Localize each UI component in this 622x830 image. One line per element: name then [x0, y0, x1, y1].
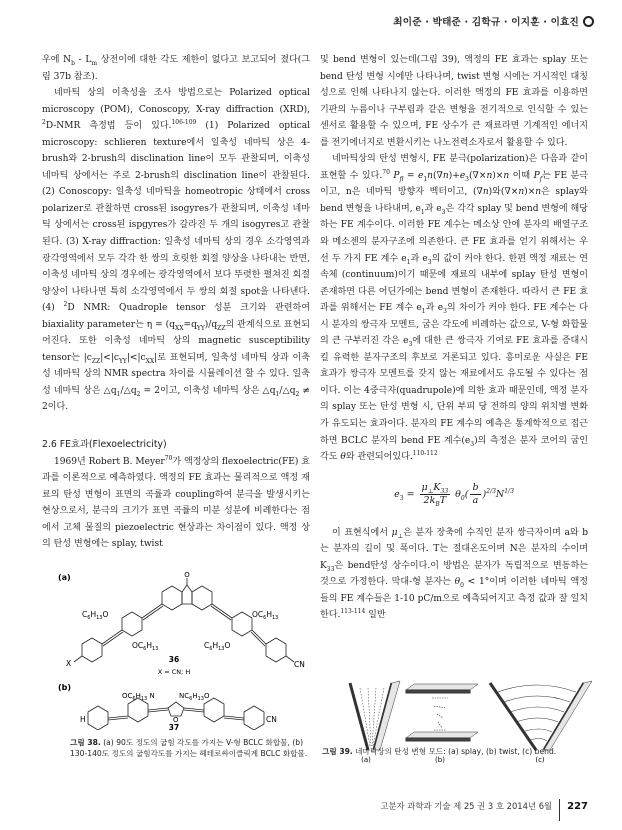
compound-number: 36 [168, 655, 180, 664]
right-column [320, 52, 588, 624]
section-heading: 2.6 FE효과(Flexoelectricity) [42, 439, 167, 451]
figure-39-caption [322, 746, 607, 757]
compound-note: X = CN; H [157, 668, 191, 676]
running-header [393, 14, 594, 28]
caption-text: 네마틱상의 탄성 변형 모드: (a) splay, (b) twist, (c) bend. [352, 747, 557, 756]
alkoxy-group: $C_6H_{13}O$ [204, 641, 231, 652]
panel-b-label: (b) [58, 683, 72, 692]
paragraph: 이 표현식에서 $\mu_\perp$은 분자 장축에 수직인 분자 쌍극자이며 a와 b는 분자의 길이 및 폭이다. T는 절대온도이며 N은 분자의 수이며 $K_{33}$은 bend탄성 상수이다.이 방법은 분자가 독립적으로 변동하는 것으로 가정한다. 막대-형 분자는 $\theta_0 < 1^\circ$이며 이러한 네마틱 액정들의 FE 계수들은 1-10 pC/m으로 예측되어지고 측정 값과 잘 일치 한다.$^{113-114}$ 일반 [320, 527, 588, 621]
substituent-cn: CN [294, 660, 305, 669]
substituent-cn: CN [266, 715, 277, 724]
footer-divider [559, 799, 560, 821]
substituent-x: X [66, 659, 72, 668]
atom-o: O [184, 571, 190, 579]
panel-label: (b) [435, 756, 445, 764]
page-number: 227 [567, 800, 588, 812]
figure-38-caption [70, 737, 320, 759]
alkoxy-group: $OC_6H_{13}$ [132, 641, 159, 652]
bend-diagram [490, 681, 592, 750]
substituent-h: H [80, 715, 86, 724]
author-list: 최이준 · 박태준 · 김학규 · 이지훈 · 이효진 [393, 17, 579, 28]
page-footer [380, 795, 588, 817]
alkoxy-group: $OC_6H_{13}$ [252, 610, 279, 621]
paragraph: 우에 $N_b - L_m$ 상전이에 대한 각도 제한이 없다고 보고되어 졌다(그림 37b 참조). [42, 55, 310, 82]
caption-text: (a) 90도 정도의 굽힘 각도를 가지는 V-형 BCLC 화합물, (b) 130-140도 정도의 굽힘각도를 가지는 헤테로싸이클릭계 BCLC 화합물. [70, 738, 308, 758]
alkoxy-group: $OC_6H_{13}$ N [122, 692, 155, 702]
panel-label: (c) [535, 756, 545, 764]
alkoxy-group: $C_6H_{13}O$ [82, 610, 109, 621]
journal-info: 고분자 과학과 기술 제 25 권 3 호 2014년 6월 [380, 801, 553, 811]
paragraph: 및 bend 변형이 있는데(그림 39), 액정의 FE 효과는 splay 또는 bend 탄성 변형 시에만 나타나며, twist 변형 시에는 거시적인 대칭성으로 인해 나타나지 않는다. 이러한 액정의 FE 효과를 이용하면 기판의 누름이나 구부림과 같은 변형을 전기적으로 인식할 수 있는 센서로 활용할 수 있으며, FE 상수가 큰 재료라면 기계적인 에너지를 전기에너지로 변환시키는 나노전력소자로서 활용할 수 있다. [320, 55, 588, 148]
caption-label: 그림 38. [70, 738, 101, 747]
atom-o: O [173, 716, 179, 724]
paragraph: 1969년 Robert B. Meyer$^{70}$가 액정상의 flexoelectric(FE) 효과를 이론적으로 예측하였다. 액정의 FE 효과는 물리적으로 액정 재료의 탄성 변형이 표면의 곡률과 coupling하여 분극을 발생시키는 현상으로서, 분극의 크기가 표면 곡률의 미분 성분에 비례한다는 점에서 고체 물질의 piezoelectric 현상과는 차이점이 있다. 액정 상의 탄성 변형에는 splay, twist [42, 454, 311, 550]
paragraph: 네마틱 상의 이축성을 조사 방법으로는 Polarized optical microscopy (POM), Conoscopy, X-ray diffraction (XRD), $^2$D-NMR 측정법 등이 있다.$^{106-109}$ (1) Polarized optical microscopy: schlieren texture에서 일축성 네마틱 상은 4-brush와 2-brush의 disclination line이 모두 관찰되며, 이축성 네마틱 상에서는 주로 2-brush의 disclination line이 관찰된다. (2) Conoscopy: 일축성 네마틱을 homeotropic 상태에서 cross polarizer로 관찰하면 cross된 isogyres가 관찰되며, 이축성 네마틱 상에서는 cross된 ispgyres가 갈라진 두 개의 isogyres고 관찰된다. (3) X-ray diffraction: 일축성 네마틱 상의 경우 소각영역과 광각영역에서 모두 각각 한 쌍의 흐릿한 회절 양상을 나타내는 반면, 이축성 네마틱 상의 경우에는 광각영역에서 보다 뚜렷한 펼쳐진 회절 양상이 나타나면 특히 소각영역에서 두 쌍의 회절 spot을 나타낸다. (4) $^2$D NMR: Quadrople tensor 성분 크기와 관련하여 biaxiality parameter는 $\eta = (q_{XX}=q_{YY})/q_{ZZ}$의 관계식으로 표현되어진다. 또한 이축성 네마틱 상의 magnetic susceptibility tensor는 $|c_{ZZ}|<|c_{YY}|<|c_{XX}|$로 표현되며, 일축성 네마틱 상과 이축성 네마틱 상의 NMR spectra 차이를 시뮬레이션 할 수 있다. 일축성 네마틱 상은 $\triangle q_1/\triangle q_2 = 2$이고, 이축성 네마틱 상은 $\triangle q_1/\triangle q_2 \ne 2$이다. [42, 88, 311, 413]
panel-a-label: (a) [58, 573, 71, 582]
panel-label: (a) [361, 756, 371, 764]
equation-e3: $e_3$ = $\frac{\mu_\perp K_{33}}{2k_BT}$ $\theta_0$( $\frac{b}{a}$ )$^{2/3}N^{1/3}$ [394, 481, 514, 508]
caption-label: 그림 39. [322, 747, 353, 756]
alkoxy-group: $NC_6H_{13}O$ [179, 692, 210, 702]
molecule-36 [74, 578, 294, 662]
left-column [42, 52, 310, 553]
splay-diagram [350, 681, 400, 750]
twist-diagram [406, 684, 478, 741]
compound-number: 37 [168, 723, 180, 730]
figure-38-molecules [44, 570, 314, 730]
circle-logo-icon [583, 16, 594, 27]
paragraph: 네마틱상의 탄성 변형시, FE 분극(polarization)은 다음과 같이 표현할 수 있다.$^{70}$ $P_{fl} = e_1n(\nabla n)+e_3(\nabla\times n)\times n$ 이때 $P_f$는 FE 분극이고, n은 네마틱 방향자 벡터이고, (∇n)와(∇×n)×n은 splay와 bend 변형을 나타내며, $e_1$과 $e_3$은 각각 splay 및 bend 변형에 해당하는 FE 계수이다. 이러한 FE 계수는 메소상 안에 분자의 배열구조와 메소젠의 분자구조에 의존한다. 큰 FE 효과를 얻기 위해서는 우선 두 가지 FE 계수 $e_1$과 $e_3$의 값이 커야 한다. 한편 액정 재료는 연속체 (continuum)이기 때문에 재료의 내부에 splay 탄성 변형이 존재하면 다른 어딘가에는 bend 변형이 존재한다. 따라서 큰 FE 효과를 위해서는 FE 계수 $e_1$과 $e_3$의 차이가 커야 한다. FE 계수는 다시 분자의 쌍극자 모멘트, 굽은 각도에 비례하는 값으로, V-형 화합물의 큰 구부러진 각은 $e_3$에 대한 큰 쌍극자 기여로 FE 효과를 증대시킬 유력한 분자구조의 후보로 거론되고 있다. 흥미로운 사실은 FE 효과가 쌍극자 모멘트를 갖지 않는 재료에서도 유도될 수 있다는 점이다. 이는 4중극자(quadrupole)에 의한 효과 때문인데, 액정 분자의 splay 또는 탄성 변형 시, 단위 부피 당 전하의 양의 위치별 변화가 유도되는 효과이다. 분자의 FE 계수의 예측은 통계학적으로 접근하면 BCLC 분자의 bend FE 계수$(e_3)$의 측정은 분자 코어의 굽인 각도 θ와 관련되어있다.$^{110-112}$ [320, 154, 589, 463]
